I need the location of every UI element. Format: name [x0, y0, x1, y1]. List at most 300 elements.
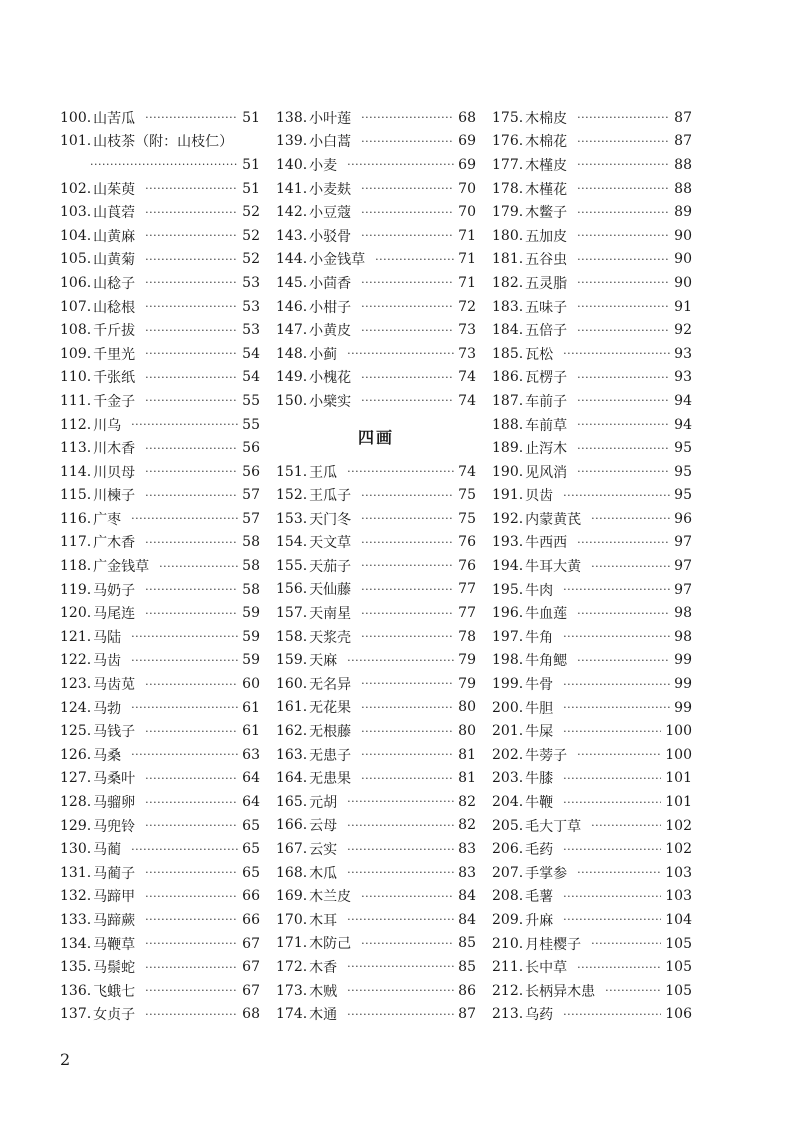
entry-page: 52	[242, 204, 260, 221]
entry-number: 128.	[60, 794, 92, 811]
index-entry	[492, 295, 692, 319]
entry-page: 61	[242, 699, 260, 716]
entry-number: 134.	[60, 935, 92, 952]
index-entry	[276, 932, 476, 956]
entry-name: 马奶子	[93, 582, 136, 599]
entry-number: 115.	[60, 487, 92, 504]
index-entry	[276, 578, 476, 602]
index-entry	[60, 531, 260, 555]
entry-number: 120.	[60, 605, 92, 622]
entry-page: 98	[674, 628, 692, 645]
entry-name: 牛膝	[525, 771, 554, 788]
entry-number: 153.	[276, 510, 308, 527]
dot-leader	[131, 419, 238, 430]
entry-name: 马鬃蛇	[93, 960, 136, 977]
entry-page: 67	[242, 935, 260, 952]
dot-leader	[131, 655, 238, 666]
entry-page: 78	[458, 628, 476, 645]
entry-name: 马齿	[93, 653, 122, 670]
entry-name: 云实	[309, 842, 338, 859]
entry-name: 木槿花	[525, 181, 568, 198]
index-entry	[60, 507, 260, 531]
section-heading: 四画	[357, 427, 394, 447]
entry-number: 211.	[492, 959, 524, 976]
entry-name: 山茱萸	[93, 181, 136, 198]
index-entry	[60, 908, 260, 932]
entry-number: 141.	[276, 180, 308, 197]
dot-leader	[347, 655, 454, 666]
entry-name: 木槿皮	[525, 157, 568, 174]
entry-name: 牛角	[525, 629, 554, 646]
entry-page: 92	[674, 322, 692, 339]
dot-leader	[591, 820, 661, 831]
entry-page: 72	[458, 298, 476, 315]
entry-number: 164.	[276, 770, 308, 787]
entry-page: 87	[674, 109, 692, 126]
index-entry	[492, 979, 692, 1003]
entry-page: 61	[242, 723, 260, 740]
index-entry	[60, 224, 260, 248]
entry-page: 63	[242, 746, 260, 763]
index-entry	[276, 955, 476, 979]
entry-page: 95	[674, 463, 692, 480]
index-entry	[60, 932, 260, 956]
dot-leader	[145, 726, 238, 737]
dot-leader	[145, 325, 238, 336]
entry-page: 56	[242, 440, 260, 457]
dot-leader	[563, 702, 670, 713]
entry-page: 105	[665, 935, 692, 952]
entry-page: 51	[242, 109, 260, 126]
entry-page: 55	[242, 392, 260, 409]
entry-page: 94	[674, 392, 692, 409]
entry-page: 103	[665, 888, 692, 905]
index-entry	[492, 177, 692, 201]
dot-leader	[361, 395, 454, 406]
entry-page: 91	[674, 298, 692, 315]
entry-number: 133.	[60, 911, 92, 928]
entry-name: 天茄子	[309, 558, 352, 575]
index-entry	[276, 507, 476, 531]
index-column-2	[276, 106, 476, 1026]
entry-name: 小驳骨	[309, 228, 352, 245]
index-entry	[60, 885, 260, 909]
entry-number: 206.	[492, 841, 524, 858]
index-entry	[60, 460, 260, 484]
index-entry	[276, 861, 476, 885]
entry-number: 183.	[492, 298, 524, 315]
entry-page: 94	[674, 416, 692, 433]
entry-number: 204.	[492, 794, 524, 811]
entry-name: 木瓜	[309, 865, 338, 882]
entry-page: 102	[665, 817, 692, 834]
dot-leader	[145, 207, 238, 218]
entry-page: 74	[458, 463, 476, 480]
entry-number: 177.	[492, 156, 524, 173]
dot-leader	[577, 159, 670, 170]
index-entry	[276, 366, 476, 390]
dot-leader	[563, 490, 670, 501]
index-entry	[60, 861, 260, 885]
entry-number: 108.	[60, 322, 92, 339]
entry-name: 王瓜	[309, 464, 338, 481]
entry-page: 74	[458, 392, 476, 409]
index-entry	[276, 531, 476, 555]
index-entry	[276, 766, 476, 790]
entry-page: 79	[458, 675, 476, 692]
index-entry	[276, 318, 476, 342]
entry-number: 186.	[492, 369, 524, 386]
dot-leader	[145, 443, 238, 454]
dot-leader	[145, 891, 238, 902]
entry-page: 71	[458, 227, 476, 244]
dot-leader	[577, 207, 670, 218]
index-entry	[492, 861, 692, 885]
entry-name: 车前子	[525, 393, 568, 410]
entry-page: 59	[242, 605, 260, 622]
entry-name: 无名异	[309, 676, 352, 693]
entry-name: 广木香	[93, 535, 136, 552]
entry-page: 85	[458, 958, 476, 975]
dot-leader	[347, 796, 454, 807]
page-number: 2	[60, 1050, 71, 1069]
entry-name: 山稔根	[93, 299, 136, 316]
entry-number: 109.	[60, 345, 92, 362]
dot-leader	[577, 325, 670, 336]
entry-page: 53	[242, 274, 260, 291]
dot-leader	[577, 112, 670, 123]
entry-name: 牛鞭	[525, 795, 554, 812]
entry-page: 52	[242, 251, 260, 268]
entry-name: 小白蒿	[309, 134, 352, 151]
entry-name: 无根藤	[309, 724, 352, 741]
entry-number: 156.	[276, 581, 308, 598]
index-entry	[492, 460, 692, 484]
entry-page: 73	[458, 322, 476, 339]
entry-number: 190.	[492, 463, 524, 480]
entry-name: 千张纸	[93, 370, 136, 387]
entry-number: 127.	[60, 770, 92, 787]
entry-number: 197.	[492, 628, 524, 645]
index-entry	[276, 672, 476, 696]
entry-name: 天文草	[309, 535, 352, 552]
index-entry	[276, 719, 476, 743]
index-entry	[492, 248, 692, 272]
entry-number: 137.	[60, 1006, 92, 1023]
index-entry	[492, 814, 692, 838]
entry-page: 99	[674, 699, 692, 716]
dot-leader	[577, 372, 670, 383]
dot-leader	[577, 962, 661, 973]
entry-number: 162.	[276, 723, 308, 740]
index-entry	[492, 106, 692, 130]
entry-page: 57	[242, 510, 260, 527]
entry-number: 168.	[276, 864, 308, 881]
entry-page: 76	[458, 557, 476, 574]
entry-number: 136.	[60, 982, 92, 999]
entry-name: 小麦麸	[309, 181, 352, 198]
entry-page: 80	[458, 699, 476, 716]
dot-leader	[361, 608, 454, 619]
entry-page: 89	[674, 204, 692, 221]
entry-name: 山莨菪	[93, 205, 136, 222]
entry-name: 毛药	[525, 842, 554, 859]
dot-leader	[145, 797, 238, 808]
dot-leader	[361, 584, 454, 595]
entry-name: 王瓜子	[309, 488, 352, 505]
entry-number: 196.	[492, 605, 524, 622]
dot-leader	[361, 183, 454, 194]
index-entry	[276, 814, 476, 838]
entry-page: 65	[242, 864, 260, 881]
index-entry	[60, 1003, 260, 1027]
index-entry	[492, 955, 692, 979]
dot-leader	[577, 443, 670, 454]
index-entry	[60, 767, 260, 791]
dot-leader	[563, 726, 661, 737]
entry-number: 147.	[276, 322, 308, 339]
entry-page: 77	[458, 605, 476, 622]
entry-page: 99	[674, 652, 692, 669]
entry-number: 116.	[60, 510, 92, 527]
entry-number: 113.	[60, 440, 92, 457]
entry-name: 瓦松	[525, 346, 554, 363]
entry-name: 马蔺	[93, 842, 122, 859]
index-entry	[60, 814, 260, 838]
index-entry	[60, 413, 260, 437]
dot-leader	[361, 207, 454, 218]
entry-number: 203.	[492, 770, 524, 787]
entry-number: 155.	[276, 557, 308, 574]
entry-name: 五味子	[525, 299, 568, 316]
entry-name: 毛大丁草	[525, 818, 582, 835]
entry-page: 97	[674, 558, 692, 575]
entry-name: 千斤拔	[93, 323, 136, 340]
entry-number: 121.	[60, 628, 92, 645]
index-entry	[492, 342, 692, 366]
entry-page: 64	[242, 794, 260, 811]
dot-leader	[563, 1009, 661, 1020]
dot-leader	[361, 560, 454, 571]
entry-page: 75	[458, 487, 476, 504]
index-entry	[60, 837, 260, 861]
entry-name: 牛角鳃	[525, 653, 568, 670]
entry-page: 90	[674, 227, 692, 244]
dot-leader	[563, 584, 670, 595]
index-entry	[492, 200, 692, 224]
entry-number: 138.	[276, 109, 308, 126]
entry-page: 65	[242, 841, 260, 858]
entry-page: 71	[458, 274, 476, 291]
entry-number: 123.	[60, 676, 92, 693]
entry-name: 山苦瓜	[93, 110, 136, 127]
entry-page: 52	[242, 227, 260, 244]
entry-name: 牛耳大黄	[525, 559, 582, 576]
index-entry	[60, 389, 260, 413]
entry-number: 185.	[492, 345, 524, 362]
dot-leader	[347, 961, 454, 972]
entry-page: 100	[665, 746, 692, 763]
entry-page: 93	[674, 345, 692, 362]
index-entry	[60, 578, 260, 602]
dot-leader	[563, 631, 670, 642]
entry-number: 117.	[60, 534, 92, 551]
index-entry	[276, 271, 476, 295]
index-entry	[492, 130, 692, 154]
entry-page: 54	[242, 369, 260, 386]
index-entry	[492, 767, 692, 791]
entry-page: 77	[458, 581, 476, 598]
entry-number: 195.	[492, 581, 524, 598]
index-entry	[276, 696, 476, 720]
dot-leader	[347, 466, 454, 477]
entry-number: 103.	[60, 204, 92, 221]
dot-leader	[361, 891, 454, 902]
entry-page: 96	[674, 510, 692, 527]
index-entry	[276, 153, 476, 177]
entry-number: 146.	[276, 298, 308, 315]
entry-name: 升麻	[525, 912, 554, 929]
entry-number: 180.	[492, 227, 524, 244]
index-entry	[276, 601, 476, 625]
entry-page: 80	[458, 723, 476, 740]
entry-name: 牛血莲	[525, 606, 568, 623]
dot-leader	[563, 348, 670, 359]
dot-leader	[563, 773, 661, 784]
entry-page: 88	[674, 180, 692, 197]
entry-number: 169.	[276, 888, 308, 905]
entry-number: 200.	[492, 699, 524, 716]
entry-page: 58	[242, 534, 260, 551]
entry-number: 114.	[60, 463, 92, 480]
index-entry	[60, 484, 260, 508]
entry-number: 208.	[492, 888, 524, 905]
entry-page: 57	[242, 487, 260, 504]
entry-page: 82	[458, 817, 476, 834]
dot-leader	[563, 844, 661, 855]
entry-name: 木香	[309, 959, 338, 976]
entry-name: 五加皮	[525, 228, 568, 245]
entry-page: 67	[242, 982, 260, 999]
entry-number: 149.	[276, 369, 308, 386]
index-entry	[276, 389, 476, 413]
dot-leader	[145, 867, 238, 878]
entry-name: 马蹄蕨	[93, 912, 136, 929]
dot-leader	[347, 844, 454, 855]
dot-leader	[145, 985, 238, 996]
dot-leader	[361, 513, 454, 524]
entry-page: 53	[242, 298, 260, 315]
dot-leader	[145, 608, 238, 619]
dot-leader	[577, 537, 670, 548]
entry-name: 木兰皮	[309, 889, 352, 906]
entry-page: 84	[458, 911, 476, 928]
entry-name: 女贞子	[93, 1007, 136, 1024]
index-entry	[276, 224, 476, 248]
entry-name: 小蓟	[309, 346, 338, 363]
dot-leader	[145, 277, 238, 288]
dot-leader	[563, 891, 661, 902]
entry-page: 65	[242, 817, 260, 834]
dot-leader	[563, 797, 661, 808]
entry-number: 110.	[60, 369, 92, 386]
index-entry	[492, 625, 692, 649]
entry-number: 158.	[276, 628, 308, 645]
entry-number: 213.	[492, 1006, 524, 1023]
entry-page: 66	[242, 888, 260, 905]
entry-page: 105	[665, 959, 692, 976]
entry-name: 木鳖子	[525, 205, 568, 222]
entry-page: 67	[242, 959, 260, 976]
dot-leader	[361, 938, 454, 949]
index-entry	[60, 719, 260, 743]
entry-number: 198.	[492, 652, 524, 669]
entry-name: 马钱子	[93, 724, 136, 741]
index-entry	[276, 460, 476, 484]
entry-name: 千金子	[93, 393, 136, 410]
entry-page: 85	[458, 935, 476, 952]
entry-number: 194.	[492, 558, 524, 575]
index-entry	[492, 224, 692, 248]
index-entry	[492, 932, 692, 956]
entry-number: 157.	[276, 605, 308, 622]
entry-page: 97	[674, 581, 692, 598]
entry-name: 马兜铃	[93, 818, 136, 835]
entry-name: 小麦	[309, 157, 338, 174]
entry-number: 212.	[492, 982, 524, 999]
entry-number: 188.	[492, 416, 524, 433]
entry-page: 106	[665, 1006, 692, 1023]
entry-page: 71	[458, 251, 476, 268]
index-entry	[276, 248, 476, 272]
index-entry	[60, 342, 260, 366]
entry-page: 82	[458, 793, 476, 810]
entry-page: 95	[674, 440, 692, 457]
entry-number: 122.	[60, 652, 92, 669]
index-entry	[60, 248, 260, 272]
index-entry	[492, 413, 692, 437]
dot-leader	[361, 490, 454, 501]
entry-name: 牛蒡子	[525, 747, 568, 764]
index-entry	[276, 200, 476, 224]
dot-leader	[591, 938, 661, 949]
index-entry-continuation	[60, 153, 260, 177]
entry-number: 143.	[276, 227, 308, 244]
dot-leader	[145, 301, 238, 312]
entry-number: 159.	[276, 652, 308, 669]
entry-name: 小叶莲	[309, 110, 352, 127]
entry-name: 马骝卵	[93, 795, 136, 812]
entry-name: 无花果	[309, 700, 352, 717]
entry-number: 101.	[60, 133, 92, 150]
dot-leader	[563, 914, 661, 925]
entry-number: 163.	[276, 746, 308, 763]
entry-name: 飞蛾七	[93, 983, 136, 1000]
index-entry	[276, 106, 476, 130]
entry-number: 193.	[492, 534, 524, 551]
entry-number: 135.	[60, 959, 92, 976]
index-entry	[492, 366, 692, 390]
entry-number: 154.	[276, 534, 308, 551]
entry-number: 205.	[492, 817, 524, 834]
index-entry	[60, 601, 260, 625]
entry-name: 马齿苋	[93, 677, 136, 694]
dot-leader	[90, 159, 238, 170]
entry-number: 132.	[60, 888, 92, 905]
index-entry	[60, 436, 260, 460]
entry-page: 81	[458, 746, 476, 763]
entry-number: 207.	[492, 864, 524, 881]
